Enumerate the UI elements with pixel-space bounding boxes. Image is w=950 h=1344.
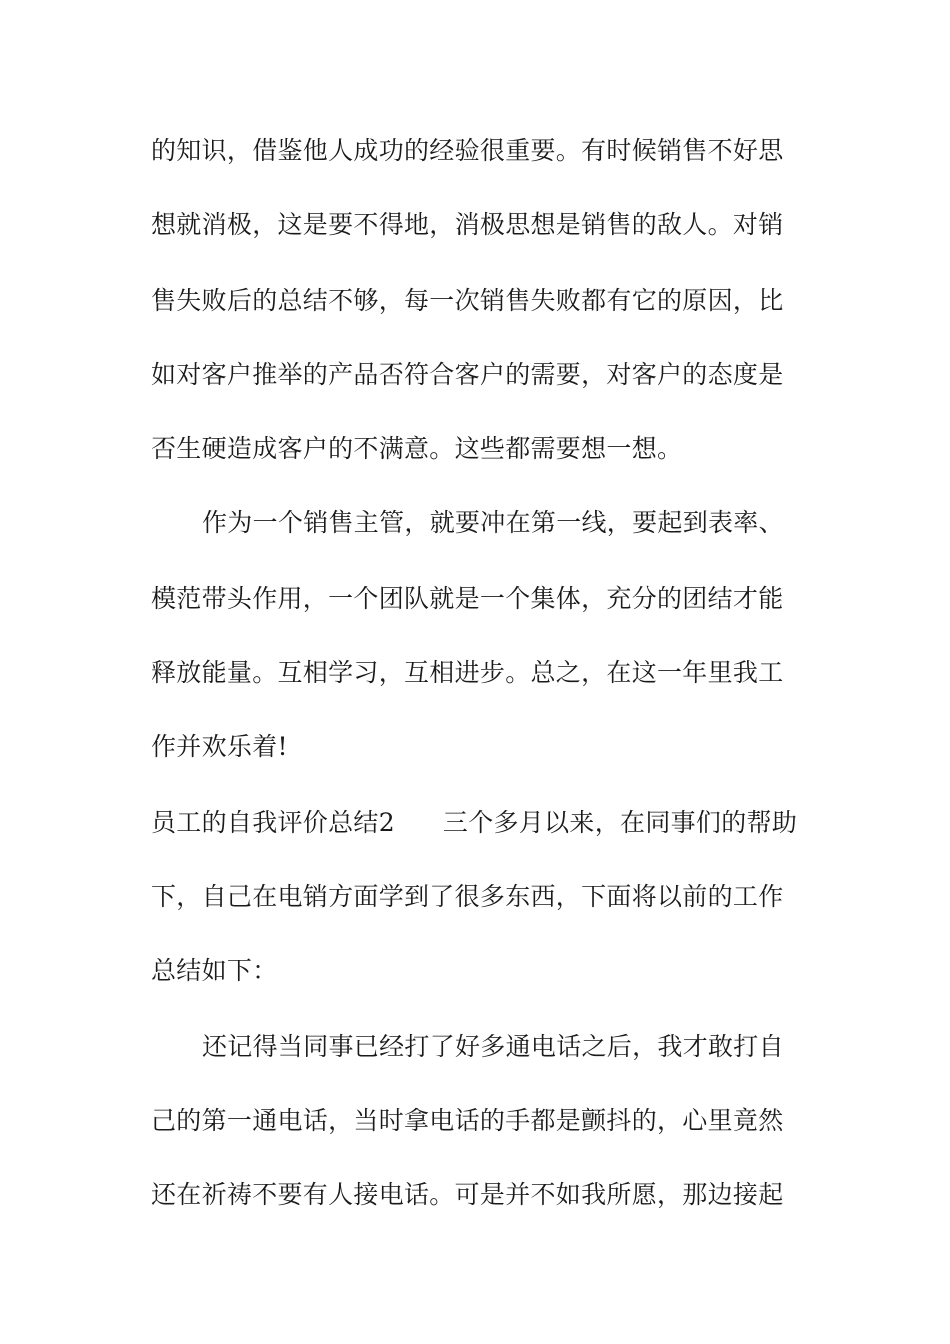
paragraph-line: 如对客户推举的产品否符合客户的需要，对客户的态度是 <box>151 360 784 389</box>
paragraph-line: 下，自己在电销方面学到了很多东西，下面将以前的工作 <box>151 882 784 911</box>
paragraph-line: 还在祈祷不要有人接电话。可是并不如我所愿，那边接起 <box>151 1180 784 1209</box>
paragraph-line: 作并欢乐着! <box>151 732 288 761</box>
paragraph-line: 想就消极，这是要不得地，消极思想是销售的敌人。对销 <box>151 210 784 239</box>
paragraph-line: 的知识，借鉴他人成功的经验很重要。有时候销售不好思 <box>151 136 784 165</box>
section-heading-line <box>151 808 797 838</box>
paragraph-line: 释放能量。互相学习，互相进步。总之，在这一年里我工 <box>151 658 784 687</box>
paragraph-line: 还记得当同事已经打了好多通电话之后，我才敢打自 <box>202 1032 784 1061</box>
section-heading: 员工的自我评价总结2 <box>151 808 395 837</box>
paragraph-line: 作为一个销售主管，就要冲在第一线，要起到表率、 <box>202 508 784 537</box>
paragraph-line: 模范带头作用，一个团队就是一个集体，充分的团结才能 <box>151 584 784 613</box>
paragraph-line: 否生硬造成客户的不满意。这些都需要想一想。 <box>151 434 683 463</box>
paragraph-line: 总结如下： <box>151 956 278 985</box>
paragraph-line: 售失败后的总结不够，每一次销售失败都有它的原因，比 <box>151 286 784 315</box>
paragraph-start: 三个多月以来，在同事们的帮助 <box>442 808 798 837</box>
paragraph-line: 己的第一通电话，当时拿电话的手都是颤抖的，心里竟然 <box>151 1106 784 1135</box>
